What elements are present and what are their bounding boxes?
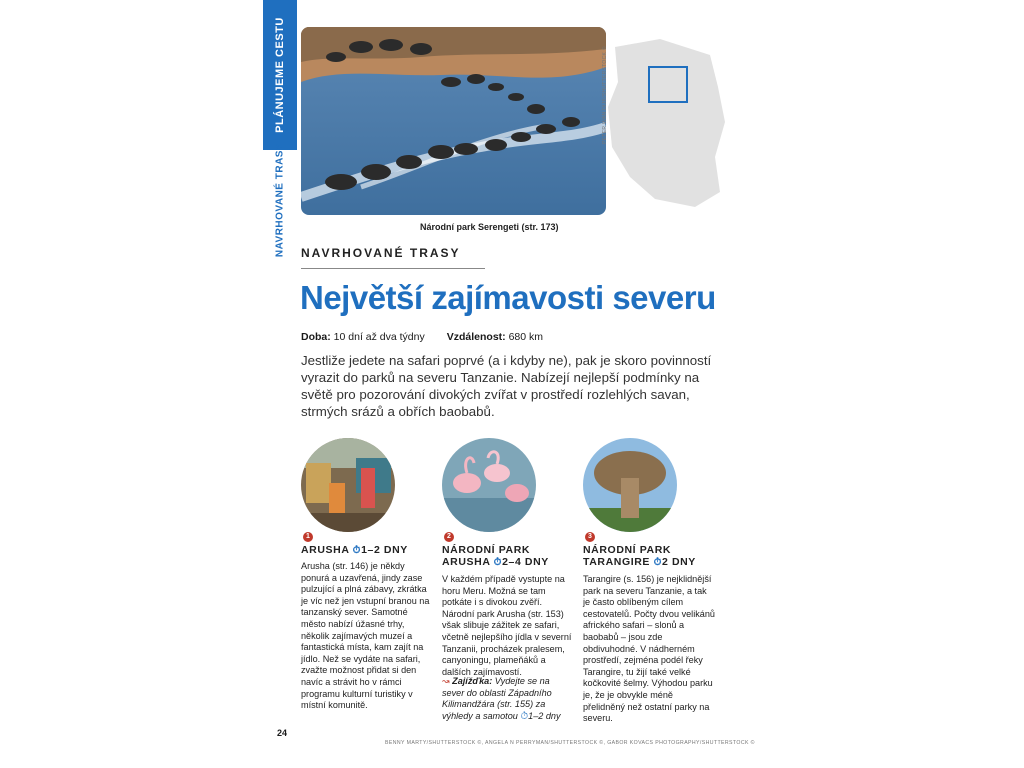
distance-label: Vzdálenost: — [446, 331, 506, 343]
col2-detour-tip — [442, 676, 574, 722]
photo-credits: BENNY MARTY/SHUTTERSTOCK ©, ANGELA N PERRYMAN/SHUTTERSTOCK ©, GABOR KOVACS PHOTOGRAPHY/SHUTTERSTOCK © — [385, 740, 755, 746]
detour-text: Vydejte se na sever do oblasti Západního Kilimandžára (str. 155) za výhledy a samotou — [442, 676, 552, 721]
clock-icon: ⏱ — [653, 557, 662, 568]
section-rule — [301, 268, 485, 269]
col1-text: Arusha (str. 146) je někdy ponurá a uzavřená, jindy zase pulzující a plná zábavy, zkrátka je víc než jen vstupní branou na tanzanský sever. Samotné město nabízí úžasné trhy, několik zajímavých muzeí a fantastická místa, kam zajít na jídlo. Než se vydáte na safari, zvažte možnost přidat si den navíc a strávit ho v rámci programu kulturní turistiky v místní komunitě. — [301, 561, 430, 711]
detour-icon: ↝ — [442, 676, 450, 686]
col2-title — [442, 544, 582, 569]
side-section-text: NAVRHOVANÉ TRASY — [274, 142, 286, 258]
col3-title — [583, 544, 723, 569]
photo-baobab — [583, 438, 677, 532]
photo-credit-text: PETER WAN DIJK/SHUTTERSTOCK © — [602, 46, 608, 144]
col2-title-line1: NÁRODNÍ PARK — [442, 544, 531, 556]
detour-duration: 1–2 dny — [528, 710, 561, 721]
col2-text: V každém případě vystupte na horu Meru. Možná se tam potkáte i s divokou zvěří. Národní park Arusha (str. 153) však slibuje zážitek ze safari, včetně nejlepšího jídla v severní Tanzanii, procházek pralesem, canyoningu, plameňáků a dalších zajímavostí. — [442, 574, 572, 677]
page-number: 24 — [277, 728, 288, 738]
col2-duration: 2–4 DNY — [502, 556, 549, 568]
col3-title-line2: TARANGIRE — [583, 556, 651, 568]
tanzania-map — [600, 27, 730, 217]
clock-icon: ⏱ — [352, 545, 362, 556]
col3-duration: 2 DNY — [661, 556, 696, 568]
marker-number-2: 2 — [444, 532, 454, 542]
col3-text: Tarangire (s. 156) je nejklidnější park na severu Tanzanie, a tak je často oblíbeným cílem cestovatelů. Počty dvou velikánů afrického safari – slonů a baobabů – jsou zde obdivuhodné. V nádherném prostředí, zejména podél řeky Tarangire, tu žijí také velké kočkovité šelmy. Výhodou parku je, že je obvykle méně přelidněný než ostatní parky na severu. — [583, 574, 715, 724]
col2-title-line2: ARUSHA — [442, 556, 491, 568]
page-title: Největší zajímavosti severu — [300, 279, 716, 316]
col1-title — [301, 544, 408, 557]
marker-number-3: 3 — [585, 532, 595, 542]
duration-value: 10 dní až dva týdny — [333, 331, 425, 343]
distance-value: 680 km — [508, 331, 544, 343]
col1-title-line1: ARUSHA — [301, 544, 350, 556]
hero-caption: Národní park Serengeti (str. 173) — [420, 222, 559, 232]
photo-flamingos — [442, 438, 536, 532]
section-label: NAVRHOVANÉ TRASY — [301, 246, 461, 260]
duration-label: Doba: — [301, 331, 331, 343]
side-tab-label: PLÁNUJEME CESTU — [274, 17, 286, 133]
side-section-label — [263, 142, 297, 258]
col3-title-line1: NÁRODNÍ PARK — [583, 544, 672, 556]
clock-icon: ⏱ — [520, 710, 529, 722]
route-meta — [301, 331, 543, 343]
photo-arusha-market — [301, 438, 395, 532]
side-tab — [263, 0, 297, 150]
detour-label: Zajížďka: — [452, 676, 493, 686]
hero-photo-wildebeest — [301, 27, 606, 215]
marker-number-1: 1 — [303, 532, 313, 542]
col1-duration: 1–2 DNY — [361, 544, 408, 556]
clock-icon: ⏱ — [493, 557, 503, 568]
intro-paragraph: Jestliže jedete na safari poprvé (a i kdyby ne), pak je skoro povinností vyrazit do parků na severu Tanzanie. Nabízejí nejlepší podmínky na světě pro pozorování divokých zvířat v prostředí rozlehlých savan, strmých srázů a obřích baobabů. — [301, 353, 712, 419]
